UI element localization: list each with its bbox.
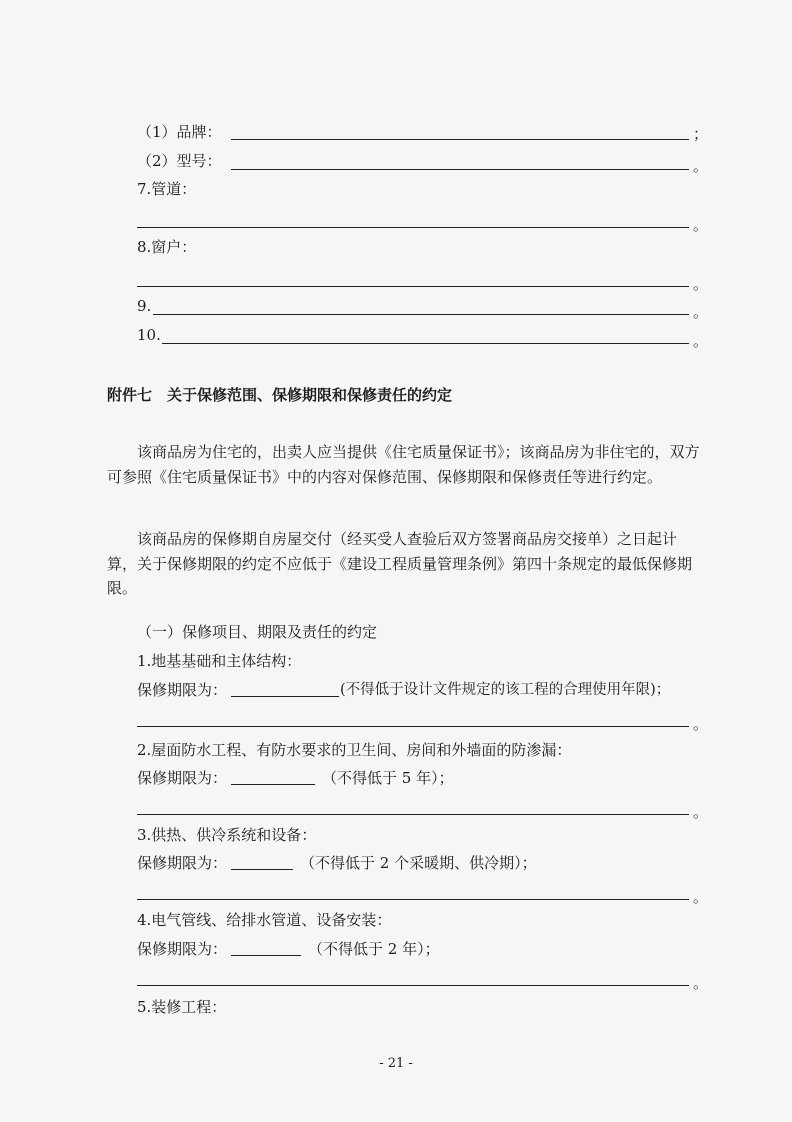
windows-blank[interactable] [137,286,689,287]
section-heading: （一）保修项目、期限及责任的约定 [137,623,378,641]
electric-blank[interactable] [137,985,689,986]
roof-blank[interactable] [137,814,689,815]
appendix-title: 附件七 关于保修范围、保修期限和保修责任的约定 [107,386,453,404]
item10-label: 10. [137,326,161,344]
foundation-blank[interactable] [137,726,689,727]
heating-period-blank[interactable] [231,869,293,870]
electric-end-mark: 。 [693,974,709,992]
paragraph-2: 该商品房的保修期自房屋交付（经买受人查验后双方签署商品房交接单）之日起计算，关于保修期限的约定不应低于《建设工程质量管理条例》第四十条规定的最低保修期限。 [107,530,693,597]
foundation-period-label: 保修期限为： [137,681,228,699]
brand-end-mark: ； [693,125,709,143]
roof-end-mark: 。 [693,803,709,821]
foundation-period-blank[interactable] [231,696,339,697]
page-number: - 21 - [379,1056,413,1071]
model-blank[interactable] [231,169,689,170]
heating-title: 3.供热、供冷系统和设备： [137,826,317,844]
heating-period-label: 保修期限为： [137,854,228,872]
model-label: （2）型号： [137,152,222,170]
electric-period-blank[interactable] [231,955,301,956]
roof-title: 2.屋面防水工程、有防水要求的卫生间、房间和外墙面的防渗漏： [137,741,572,759]
heating-end-mark: 。 [693,888,709,906]
windows-end-mark: 。 [693,275,709,293]
item9-end-mark: 。 [693,303,709,321]
heating-blank[interactable] [137,899,689,900]
item9-label: 9. [137,297,152,315]
brand-blank[interactable] [231,139,689,140]
foundation-end-mark: 。 [693,715,709,733]
pipes-label: 7.管道： [137,180,197,198]
electric-title: 4.电气管线、给排水管道、设备安装： [137,911,392,929]
roof-period-blank[interactable] [231,784,315,785]
decoration-title: 5.装修工程： [137,998,227,1016]
pipes-end-mark: 。 [693,216,709,234]
foundation-note: (不得低于设计文件规定的该工程的合理使用年限)； [340,682,671,698]
item9-blank[interactable] [153,314,689,315]
model-end-mark: 。 [693,157,709,175]
pipes-blank[interactable] [137,227,689,228]
roof-note: （不得低于 5 年）； [322,769,454,787]
item10-blank[interactable] [162,343,689,344]
item10-end-mark: 。 [693,332,709,350]
foundation-title: 1.地基基础和主体结构： [137,652,302,670]
windows-label: 8.窗户： [137,238,197,256]
electric-note: （不得低于 2 年）； [308,940,440,958]
brand-label: （1）品牌： [137,123,222,141]
heating-note: （不得低于 2 个采暖期、供冷期）； [300,854,537,872]
roof-period-label: 保修期限为： [137,769,228,787]
paragraph-1: 该商品房为住宅的，出卖人应当提供《住宅质量保证书》；该商品房为非住宅的，双方可参照《住宅质量保证书》中的内容对保修范围、保修期限和保修责任等进行约定。 [107,443,700,486]
electric-period-label: 保修期限为： [137,940,228,958]
